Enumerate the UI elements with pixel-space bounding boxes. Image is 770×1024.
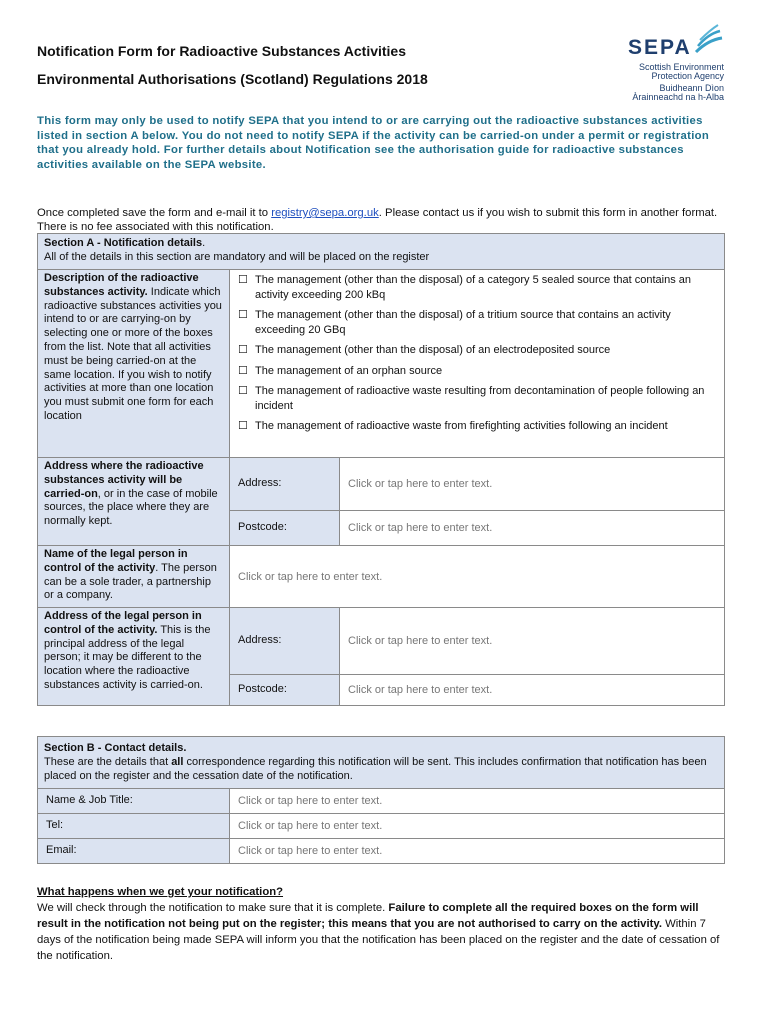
regulations-title: Environmental Authorisations (Scotland) Regulations 2018 [37, 71, 428, 87]
activity-description-label [38, 270, 230, 458]
what-happens-heading: What happens when we get your notification? [37, 886, 284, 898]
section-b-table [37, 736, 725, 864]
logo-line-1: Scottish Environment [638, 62, 724, 72]
what-happens-section [37, 884, 727, 964]
logo-wordmark: SEPA [628, 36, 692, 59]
section-a-table [37, 233, 725, 706]
legal-person-address-label [38, 608, 230, 706]
what-happens-p1: We will check through the notification to make sure that it is complete. [37, 902, 389, 914]
name-job-title-label: Name & Job Title: [38, 789, 230, 814]
what-happens-warning: Failure to complete all the required boxes on the form will result in the notification not being put on the register; this means that you are not authorised to carry on the activity. [37, 902, 699, 930]
section-a-subtitle: All of the details in this section are mandatory and will be placed on the register [44, 251, 430, 263]
section-a-title: Section A - Notification details [44, 237, 203, 249]
checkbox-icon[interactable]: ☐ [238, 364, 248, 377]
activity-option[interactable] [238, 384, 716, 413]
postcode-label: Postcode: [230, 675, 340, 706]
activity-option[interactable] [238, 419, 716, 434]
submission-text-after: . Please contact us if you wish to submit this form in another format. There is no fee associated with this notification. [37, 207, 718, 233]
activity-options [230, 270, 725, 458]
checkbox-icon[interactable]: ☐ [238, 309, 248, 321]
legal-person-address-input[interactable]: Click or tap here to enter text. [340, 608, 725, 675]
address-label: Address: [230, 458, 340, 511]
logo-line-2: Protection Agency [651, 71, 724, 81]
section-b-text-pre: These are the details that [44, 756, 172, 768]
legal-person-address-rest: This is the principal address of the legal person; it may be different to the location where the radioactive substances activity is carried-on. [44, 623, 211, 691]
activity-option[interactable] [238, 343, 716, 358]
address-label: Address: [230, 608, 340, 675]
intro-text: This form may only be used to notify SEPA that you intend to or are carrying out the radioactive substances activities listed in section A below. You do not need to notify SEPA if the activity can be carried-on under a permit or registration that you already hold. For further details about Notification see the authorisation guide for radioactive substances activities available on the SEPA website. [37, 115, 710, 171]
email-input[interactable]: Click or tap here to enter text. [230, 839, 725, 864]
activity-option-label: The management of radioactive waste from firefighting activities following an incident [255, 420, 668, 432]
legal-person-name-rest: . The person can be a sole trader, a partnership or a company. [44, 561, 217, 602]
postcode-label: Postcode: [230, 511, 340, 546]
sepa-logo [626, 22, 726, 104]
activity-postcode-input[interactable]: Click or tap here to enter text. [340, 511, 725, 546]
section-b-header [38, 737, 725, 789]
activity-option[interactable] [238, 308, 716, 337]
logo-line-4: Àrainneachd na h-Alba [632, 92, 724, 102]
email-label: Email: [38, 839, 230, 864]
activity-option-label: The management (other than the disposal) of an electrodeposited source [255, 344, 611, 356]
tel-label: Tel: [38, 814, 230, 839]
what-happens-p3: Within 7 days of the notification being made SEPA will inform you that the notification has been placed on the register and the date of cessation of the notification. [37, 918, 720, 962]
section-b-text-post: correspondence regarding this notification will be sent. This includes confirmation that notification has been placed on the register and the cessation date of the notification. [44, 756, 707, 782]
legal-person-postcode-input[interactable]: Click or tap here to enter text. [340, 675, 725, 706]
registry-email-link[interactable]: registry@sepa.org.uk [271, 207, 379, 219]
section-b-title: Section B - Contact details. [44, 742, 187, 754]
activity-description-rest: Indicate which radioactive substances activities you intend to or are carrying-on by selecting one or more of the boxes from the list. Note that all activities must be being carried-on at the same location. If you wish to notify activities at more than one location you must submit one form for each location [44, 285, 222, 422]
form-title: Notification Form for Radioactive Substances Activities [37, 43, 407, 59]
activity-option-label: The management (other than the disposal) of a tritium source that contains an activity exceeding 20 GBq [255, 309, 671, 336]
activity-option[interactable] [238, 364, 716, 379]
legal-person-name-label [38, 546, 230, 608]
checkbox-icon[interactable]: ☐ [238, 274, 248, 286]
checkbox-icon[interactable]: ☐ [238, 420, 248, 432]
section-b-text-bold: all [171, 756, 184, 768]
submission-instructions [37, 206, 727, 234]
legal-person-name-input[interactable]: Click or tap here to enter text. [230, 546, 725, 608]
activity-address-label [38, 458, 230, 546]
activity-option[interactable] [238, 273, 716, 302]
activity-option-label: The management of radioactive waste resulting from decontamination of people following an incident [255, 385, 705, 412]
submission-text-before: Once completed save the form and e-mail it to [37, 207, 272, 219]
legal-person-address-bold: Address of the legal person in control of the activity. [44, 610, 202, 636]
logo-line-3: Buidheann Dìon [659, 83, 724, 93]
section-a-header: Section A - Notification details. All of the details in this section are mandatory and will be placed on the register [38, 234, 725, 270]
activity-description-bold: Description of the radioactive substances activity. [44, 272, 199, 298]
activity-option-label: The management of an orphan source [255, 364, 443, 377]
tel-input[interactable]: Click or tap here to enter text. [230, 814, 725, 839]
checkbox-icon[interactable]: ☐ [238, 385, 248, 397]
activity-address-bold: Address where the radioactive substances activity will be carried-on [44, 460, 204, 500]
name-job-title-input[interactable]: Click or tap here to enter text. [230, 789, 725, 814]
activity-address-input[interactable]: Click or tap here to enter text. [340, 458, 725, 511]
activity-option-label: The management (other than the disposal) of a category 5 sealed source that contains an activity exceeding 200 kBq [255, 274, 691, 301]
activity-address-rest: , or in the case of mobile sources, the place where they are normally kept. [44, 487, 218, 528]
checkbox-icon[interactable]: ☐ [238, 344, 248, 356]
legal-person-name-bold: Name of the legal person in control of the activity [44, 548, 188, 574]
